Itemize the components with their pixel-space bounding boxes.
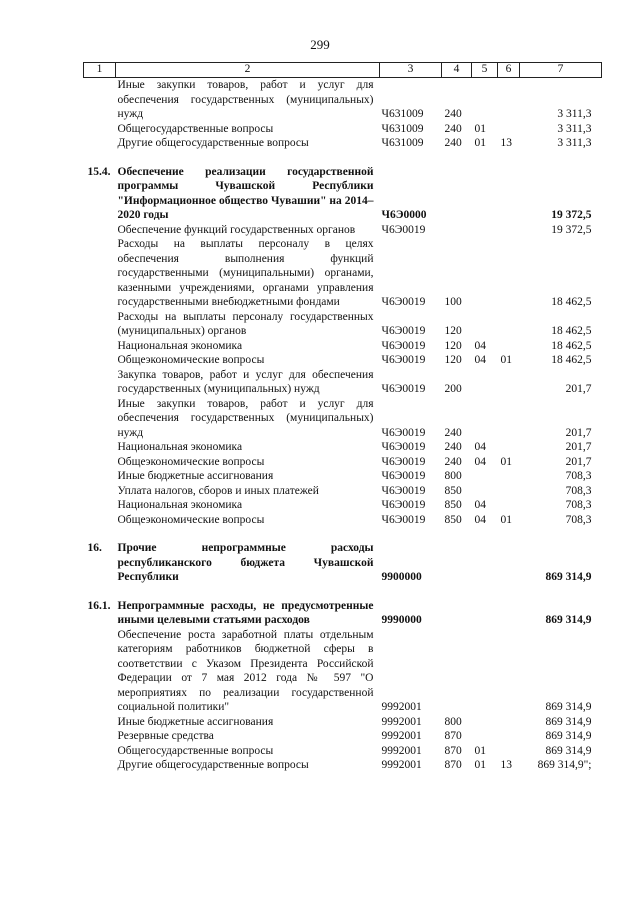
table-row [84,758,602,773]
row-expense-type: 800 [444,470,462,482]
row-expense-type: 870 [444,730,462,742]
row-target-code: 9992001 [381,701,422,713]
row-amount: 708,3 [565,499,592,511]
row-number [84,484,116,499]
row-number [84,237,116,310]
row-name: Другие общегосударственные вопросы [117,137,309,149]
table-row [84,223,602,238]
row-subsection [498,440,520,455]
row-section: 01 [474,122,486,135]
table-row [84,397,602,441]
row-name: Обеспечение функций государственных органов [117,223,356,236]
row-subsection [498,223,520,238]
row-section [472,599,498,628]
row-target-code: Ч6Э0019 [381,441,426,453]
table-row [84,165,602,223]
row-name: Обеспечение реализации государственной программы Чувашской Республики "Информационное общество Чувашии" на 2014–2020 годы [117,165,374,221]
table-row [84,469,602,484]
row-name: Уплата налогов, сборов и иных платежей [117,484,319,497]
row-expense-type [442,223,472,238]
row-amount: 201,7 [565,426,592,439]
row-section: 04 [474,354,486,366]
row-target-code: Ч6Э0019 [381,470,426,482]
row-subsection [498,498,520,513]
row-expense-type [442,599,472,628]
row-number [84,223,116,238]
spacer-cell [84,585,602,599]
row-expense-type: 240 [444,441,462,453]
row-amount: 869 314,9 [545,744,592,757]
table-row [84,628,602,715]
row-amount: 869 314,9 [545,715,592,728]
table-row [84,237,602,310]
row-target-code: 9992001 [381,759,422,771]
row-expense-type [442,628,472,715]
row-subsection: 01 [500,354,512,366]
row-target-code: 9992001 [381,730,422,742]
row-section [472,715,498,730]
row-name: Национальная экономика [117,499,243,511]
row-number [84,339,116,354]
row-section [472,223,498,238]
header-col-3: 3 [380,63,442,78]
row-target-code: Ч6Э0000 [381,209,427,221]
spacer-row [84,151,602,165]
row-name: Обеспечение роста заработной платы отдельным категориям работников бюджетной сферы в соответствии с Указом Президента Российской Федерации от 7 мая 2012 года № 597 "О мероприятиях по реализации государственной социальной политики" [117,628,374,713]
row-amount: 3 311,3 [557,108,592,120]
row-subsection [498,715,520,730]
header-col-6: 6 [498,63,520,78]
table-row [84,715,602,730]
row-expense-type [442,541,472,585]
table-row [84,353,602,368]
row-amount: 708,3 [565,484,592,497]
row-expense-type: 240 [444,455,462,468]
row-target-code: Ч6Э0019 [381,455,426,468]
table-row [84,122,602,137]
row-name: Иные бюджетные ассигнования [117,715,274,728]
row-expense-type: 870 [444,759,462,771]
row-subsection [498,78,520,122]
row-number: 16.1. [87,599,111,612]
row-target-code: Ч631009 [381,122,424,135]
row-subsection [498,744,520,759]
table-header [84,63,602,78]
row-subsection [498,729,520,744]
spacer-row [84,527,602,541]
row-expense-type: 120 [444,339,462,352]
row-number [84,122,116,137]
table-row [84,541,602,585]
row-amount: 869 314,9 [545,730,592,742]
table-row [84,484,602,499]
row-name: Прочие непрограммные расходы республиканского бюджета Чувашской Республики [117,542,374,583]
row-amount: 708,3 [565,513,592,526]
row-section [472,541,498,585]
row-number [84,397,116,441]
table-row [84,599,602,628]
row-subsection [498,122,520,137]
row-expense-type: 100 [444,296,462,308]
row-name: Общеэкономические вопросы [117,513,265,526]
row-section: 04 [474,513,486,526]
row-expense-type: 850 [444,484,462,497]
row-name: Расходы на выплаты персоналу государственных (муниципальных) органов [117,310,374,337]
row-amount: 19 372,5 [551,209,592,221]
row-expense-type: 240 [444,137,462,149]
row-subsection: 13 [500,759,512,771]
row-name: Другие общегосударственные вопросы [117,759,309,771]
row-section: 04 [474,455,486,468]
row-section [472,237,498,310]
row-subsection [498,237,520,310]
row-subsection [498,339,520,354]
row-amount: 18 462,5 [551,339,592,352]
table-row [84,78,602,122]
row-subsection: 01 [500,513,512,526]
spacer-cell [84,527,602,541]
row-expense-type [442,165,472,223]
row-number [84,628,116,715]
row-target-code: 9992001 [381,715,422,728]
row-subsection [498,599,520,628]
row-amount: 201,7 [565,441,592,453]
row-target-code: 9900000 [381,571,422,583]
row-name: Резервные средства [117,730,214,742]
row-name: Непрограммные расходы, не предусмотренные иными целевыми статьями расходов [117,599,374,626]
row-amount: 19 372,5 [551,223,592,236]
header-col-1: 1 [84,63,116,78]
row-subsection [498,484,520,499]
row-number [84,440,116,455]
row-target-code: Ч6Э0019 [381,499,426,511]
table-row [84,440,602,455]
row-amount: 869 314,9 [545,701,592,713]
header-row [84,63,602,78]
row-target-code: Ч6Э0019 [381,513,426,526]
row-target-code: Ч6Э0019 [381,339,426,352]
row-number [84,744,116,759]
row-subsection [498,541,520,585]
row-section [472,368,498,397]
row-name: Закупка товаров, работ и услуг для обеспечения государственных (муниципальных) нужд [117,368,374,395]
row-target-code: Ч6Э0019 [381,426,426,439]
row-target-code: 9992001 [381,744,422,757]
row-expense-type: 240 [444,122,462,135]
row-number [84,353,116,368]
row-amount: 3 311,3 [557,137,592,149]
row-section: 01 [474,744,486,757]
row-expense-type: 870 [444,744,462,757]
row-number: 15.4. [87,165,111,178]
row-expense-type: 200 [444,383,462,395]
row-subsection: 13 [500,137,512,149]
row-number [84,729,116,744]
row-name: Национальная экономика [117,339,243,352]
budget-table [83,62,602,773]
table-row [84,339,602,354]
row-expense-type: 240 [444,426,462,439]
table-row [84,310,602,339]
table-row [84,729,602,744]
row-subsection [498,469,520,484]
spacer-cell [84,151,602,165]
row-amount: 201,7 [565,383,592,395]
row-target-code: Ч631009 [381,137,424,149]
row-number [84,469,116,484]
row-target-code: Ч6Э0019 [381,296,426,308]
header-col-5: 5 [472,63,498,78]
row-target-code: 9990000 [381,614,422,626]
table-row [84,744,602,759]
row-number [84,368,116,397]
row-number [84,310,116,339]
row-name: Иные закупки товаров, работ и услуг для обеспечения государственных (муниципальных) нужд [117,397,374,439]
row-name: Общегосударственные вопросы [117,744,274,757]
row-amount: 18 462,5 [551,354,592,366]
row-target-code: Ч6Э0019 [381,325,426,337]
row-expense-type: 800 [444,715,462,728]
row-subsection [498,628,520,715]
row-expense-type: 850 [444,513,462,526]
table-body [84,78,602,773]
row-expense-type: 240 [444,108,462,120]
row-amount: 869 314,9"; [537,759,592,771]
row-section: 01 [474,759,486,771]
row-subsection [498,397,520,441]
row-section [472,78,498,122]
row-name: Расходы на выплаты персоналу в целях обеспечения выполнения функций государственными (муниципальными) органами, казенными учреждениями, органами управления государственными внебюджетными фондами [117,238,374,308]
row-target-code: Ч6Э0019 [381,383,426,395]
row-name: Национальная экономика [117,441,243,453]
row-number [84,758,116,773]
row-amount: 201,7 [565,455,592,468]
row-number [84,513,116,528]
row-number [84,455,116,470]
table-row [84,455,602,470]
row-name: Общеэкономические вопросы [117,354,265,366]
spacer-row [84,585,602,599]
table-row [84,368,602,397]
page-number: 299 [310,37,330,52]
row-amount: 18 462,5 [551,296,592,308]
row-subsection [498,165,520,223]
row-expense-type: 120 [444,354,462,366]
row-section [472,165,498,223]
row-section: 01 [474,137,486,149]
row-subsection [498,368,520,397]
row-section: 04 [474,441,486,453]
table-row [84,498,602,513]
header-col-4: 4 [442,63,472,78]
row-target-code: Ч6Э0019 [381,223,426,236]
row-number [84,136,116,151]
row-target-code: Ч631009 [381,108,424,120]
row-section [472,729,498,744]
row-name: Общеэкономические вопросы [117,455,265,468]
row-section [472,484,498,499]
row-amount: 3 311,3 [557,122,592,135]
row-amount: 869 314,9 [545,614,592,626]
row-section [472,628,498,715]
row-section [472,397,498,441]
row-amount: 708,3 [565,470,592,482]
row-number: 16. [87,542,102,554]
row-number [84,498,116,513]
row-target-code: Ч6Э0019 [381,484,426,497]
row-amount: 18 462,5 [551,325,592,337]
row-section [472,310,498,339]
table-row [84,513,602,528]
row-section: 04 [474,499,486,511]
row-amount: 869 314,9 [545,571,592,583]
row-expense-type: 120 [444,325,462,337]
header-col-2: 2 [116,63,380,78]
row-name: Иные бюджетные ассигнования [117,470,274,482]
row-number [84,715,116,730]
header-col-7: 7 [520,63,602,78]
row-subsection: 01 [500,455,512,468]
table-row [84,136,602,151]
row-section [472,469,498,484]
row-name: Иные закупки товаров, работ и услуг для обеспечения государственных (муниципальных) нужд [117,79,374,120]
row-name: Общегосударственные вопросы [117,122,274,135]
row-expense-type: 850 [444,499,462,511]
row-subsection [498,310,520,339]
row-target-code: Ч6Э0019 [381,354,426,366]
row-number [84,78,116,122]
row-section: 04 [474,339,486,352]
